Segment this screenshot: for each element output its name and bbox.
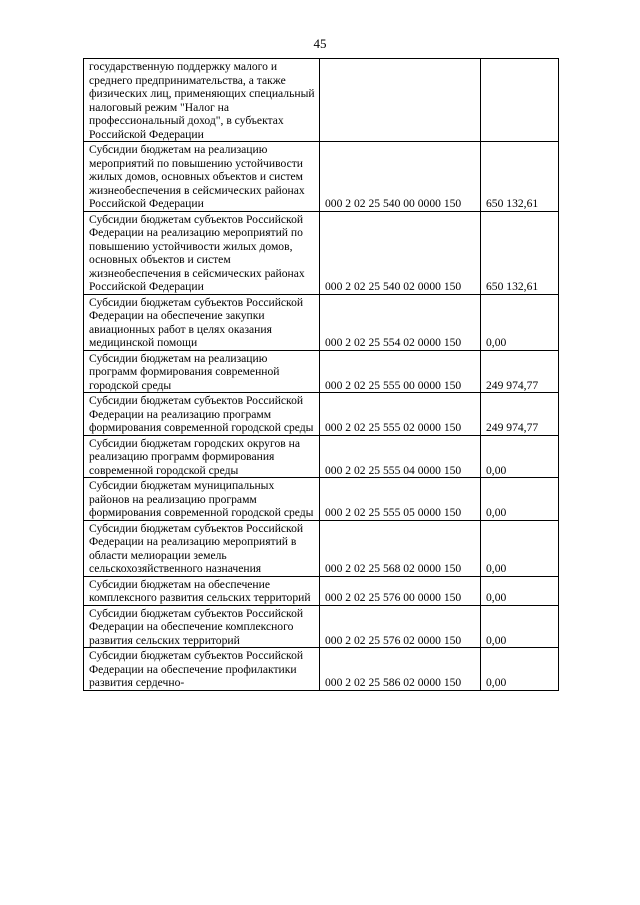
budget-code-cell: 000 2 02 25 555 05 0000 150 [320, 478, 481, 521]
page-number: 45 [313, 36, 327, 51]
budget-code-cell: 000 2 02 25 555 02 0000 150 [320, 393, 481, 436]
revenue-name-cell: Субсидии бюджетам субъектов Российской Федерации на обеспечение профилактики развития сердечно- [84, 648, 320, 691]
budget-revenue-table [83, 58, 559, 691]
budget-code-cell: 000 2 02 25 540 02 0000 150 [320, 211, 481, 294]
revenue-name-cell: Субсидии бюджетам на реализацию мероприятий по повышению устойчивости жилых домов, основных объектов и систем жизнеобеспечения в сейсмических районах Российской Федерации [84, 142, 320, 212]
budget-code-cell: 000 2 02 25 555 00 0000 150 [320, 350, 481, 393]
budget-code-cell: 000 2 02 25 540 00 0000 150 [320, 142, 481, 212]
budget-code-cell: 000 2 02 25 586 02 0000 150 [320, 648, 481, 691]
amount-cell: 249 974,77 [481, 393, 559, 436]
budget-code-cell: 000 2 02 25 568 02 0000 150 [320, 520, 481, 576]
revenue-name-cell: Субсидии бюджетам муниципальных районов на реализацию программ формирования современной городской среды [84, 478, 320, 521]
table-row [84, 576, 559, 605]
table-row [84, 648, 559, 691]
amount-cell: 650 132,61 [481, 142, 559, 212]
budget-code-cell: 000 2 02 25 554 02 0000 150 [320, 294, 481, 350]
revenue-name-cell: Субсидии бюджетам субъектов Российской Федерации на реализацию мероприятий по повышению устойчивости жилых домов, основных объектов и систем жизнеобеспечения в сейсмических районах Российской Федерации [84, 211, 320, 294]
amount-cell: 0,00 [481, 576, 559, 605]
amount-cell: 249 974,77 [481, 350, 559, 393]
budget-code-cell: 000 2 02 25 555 04 0000 150 [320, 435, 481, 478]
revenue-name-cell: Субсидии бюджетам субъектов Российской Федерации на реализацию программ формирования современной городской среды [84, 393, 320, 436]
table-row [84, 59, 559, 142]
amount-cell: 650 132,61 [481, 211, 559, 294]
amount-cell: 0,00 [481, 520, 559, 576]
revenue-name-cell: Субсидии бюджетам субъектов Российской Федерации на реализацию мероприятий в области мелиорации земель сельскохозяйственного назначения [84, 520, 320, 576]
budget-code-cell: 000 2 02 25 576 00 0000 150 [320, 576, 481, 605]
amount-cell: 0,00 [481, 435, 559, 478]
amount-cell: 0,00 [481, 294, 559, 350]
table-row [84, 393, 559, 436]
revenue-name-cell: Субсидии бюджетам на обеспечение комплексного развития сельских территорий [84, 576, 320, 605]
amount-cell: 0,00 [481, 478, 559, 521]
amount-cell [481, 59, 559, 142]
table-row [84, 350, 559, 393]
budget-code-cell [320, 59, 481, 142]
revenue-name-cell: государственную поддержку малого и среднего предпринимательства, а также физических лиц, применяющих специальный налоговый режим "Налог на профессиональный доход", в субъектах Российской Федерации [84, 59, 320, 142]
table-row [84, 142, 559, 212]
amount-cell: 0,00 [481, 605, 559, 648]
table-row [84, 294, 559, 350]
table-row [84, 520, 559, 576]
table-row [84, 435, 559, 478]
table-row [84, 605, 559, 648]
revenue-name-cell: Субсидии бюджетам субъектов Российской Федерации на обеспечение закупки авиационных работ в целях оказания медицинской помощи [84, 294, 320, 350]
table-row [84, 211, 559, 294]
revenue-name-cell: Субсидии бюджетам на реализацию программ формирования современной городской среды [84, 350, 320, 393]
revenue-name-cell: Субсидии бюджетам субъектов Российской Федерации на обеспечение комплексного развития сельских территорий [84, 605, 320, 648]
revenue-name-cell: Субсидии бюджетам городских округов на реализацию программ формирования современной городской среды [84, 435, 320, 478]
amount-cell: 0,00 [481, 648, 559, 691]
budget-code-cell: 000 2 02 25 576 02 0000 150 [320, 605, 481, 648]
table-row [84, 478, 559, 521]
